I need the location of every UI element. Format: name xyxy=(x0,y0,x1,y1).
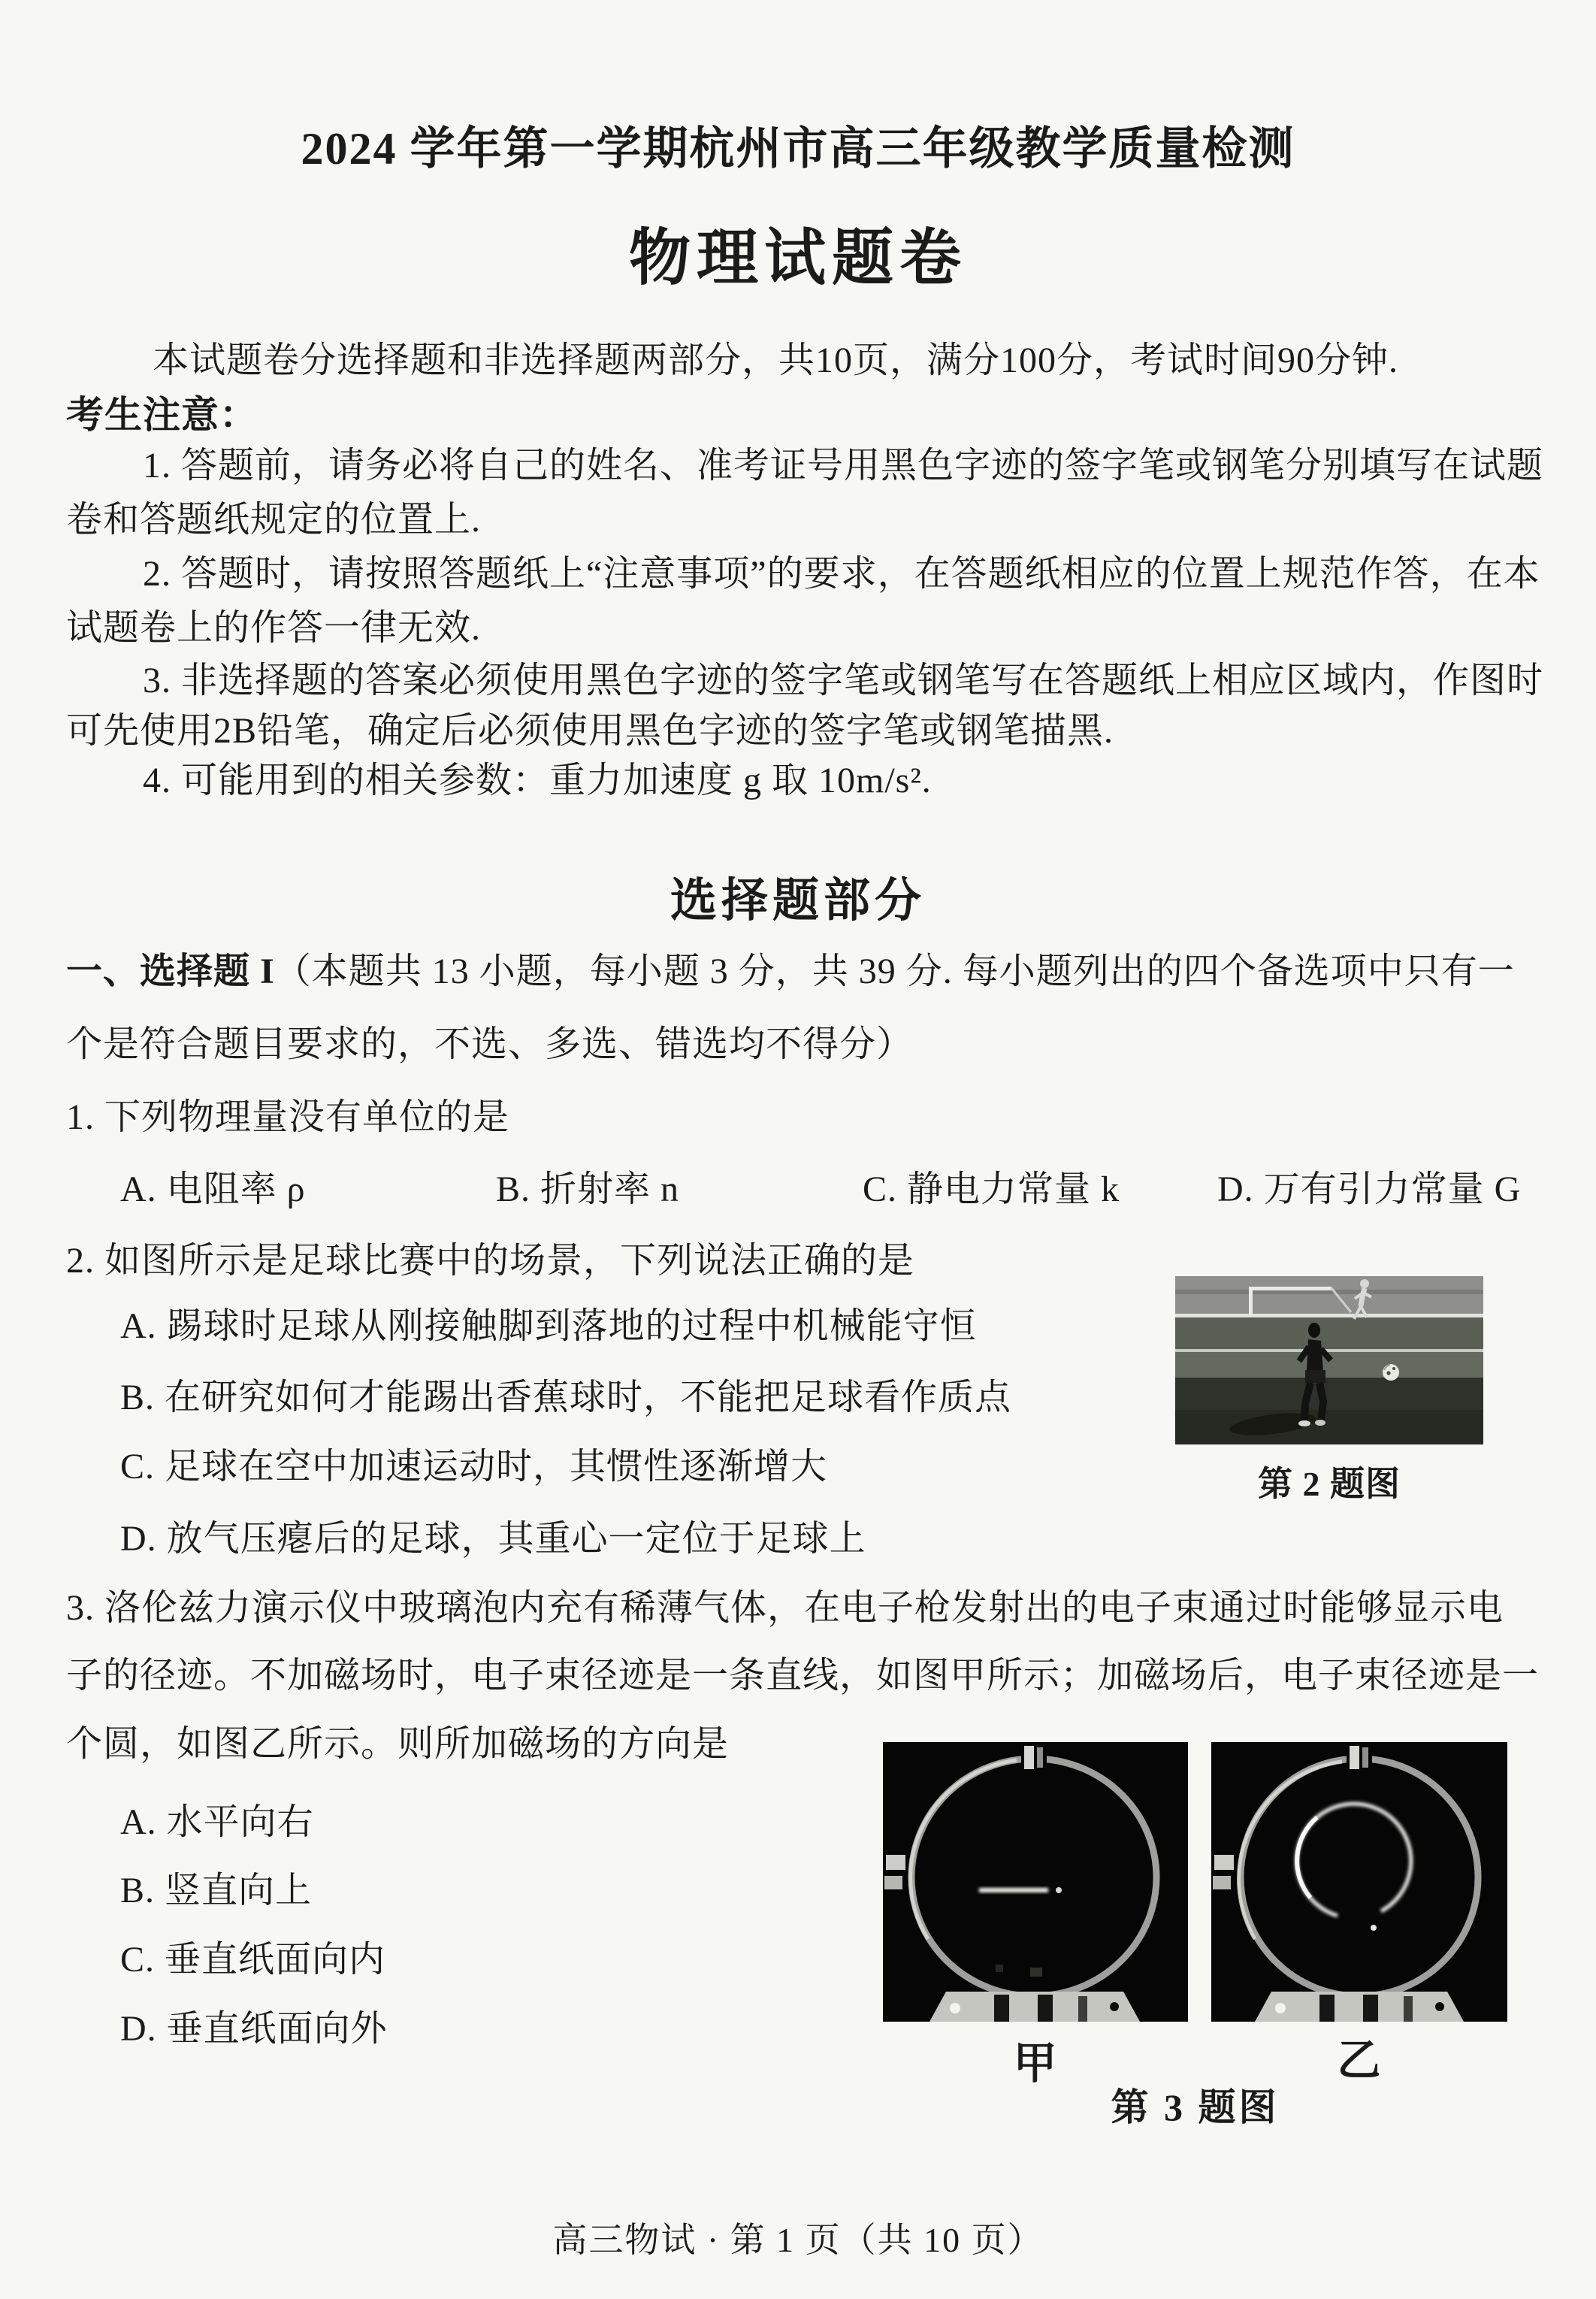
notice-1-line-2: 卷和答题纸规定的位置上. xyxy=(66,500,482,540)
question-2-option-d: D. 放气压瘪后的足球，其重心一定位于足球上 xyxy=(120,1519,866,1559)
section-description-bold: 一、选择题 I xyxy=(66,951,275,991)
question-2-option-b: B. 在研究如何才能踢出香蕉球时，不能把足球看作质点 xyxy=(120,1378,1012,1417)
notice-2-line-1: 2. 答题时，请按照答题纸上“注意事项”的要求，在答题纸相应的位置上规范作答，在本 xyxy=(143,554,1540,594)
question-3-stem-line-2: 子的径迹。不加磁场时，电子束径迹是一条直线，如图甲所示；加磁场后，电子束径迹是一 xyxy=(66,1656,1540,1696)
soccer-scene-photo xyxy=(1175,1276,1483,1444)
question-3-option-d: D. 垂直纸面向外 xyxy=(120,2009,388,2049)
notice-2-line-2: 试题卷上的作答一律无效. xyxy=(66,608,482,648)
paper-subject-title: 物理试题卷 xyxy=(628,224,967,292)
question-3-stem-line-1: 3. 洛伦兹力演示仪中玻璃泡内充有稀薄气体，在电子枪发射出的电子束通过时能够显示电 xyxy=(66,1588,1504,1628)
question-1-option-d: D. 万有引力常量 G xyxy=(1217,1169,1522,1209)
section-description-rest: （本题共 13 小题，每小题 3 分，共 39 分. 每小题列出的四个备选项中只有一 xyxy=(274,951,1515,991)
section-description-line-1 xyxy=(66,942,1515,994)
question-2-option-a: A. 踢球时足球从刚接触脚到落地的过程中机械能守恒 xyxy=(120,1306,977,1346)
question-1-option-b: B. 折射率 n xyxy=(496,1169,680,1209)
question-1-option-c: C. 静电力常量 k xyxy=(863,1169,1120,1209)
page-footer: 高三物试 · 第 1 页（共 10 页） xyxy=(552,2221,1044,2259)
notice-4: 4. 可能用到的相关参数：重力加速度 g 取 10m/s². xyxy=(143,761,932,800)
question-3-option-b: B. 竖直向上 xyxy=(120,1871,313,1910)
intro-paragraph: 本试题卷分选择题和非选择题两部分，共10页，满分100分，考试时间90分钟. xyxy=(153,340,1399,380)
question-3-stem-line-3: 个圆，如图乙所示。则所加磁场的方向是 xyxy=(66,1724,730,1764)
question-3-option-c: C. 垂直纸面向内 xyxy=(120,1940,386,1980)
notice-1-line-1: 1. 答题前，请务必将自己的姓名、准考证号用黑色字迹的签字笔或钢笔分别填写在试题 xyxy=(143,446,1544,486)
question-1-stem: 1. 下列物理量没有单位的是 xyxy=(66,1097,510,1137)
notice-3-line-1: 3. 非选择题的答案必须使用黑色字迹的签字笔或钢笔写在答题纸上相应区域内，作图时 xyxy=(143,661,1544,700)
lorentz-demonstrator-photo-circular-beam xyxy=(1211,1742,1507,2022)
figure-label-yi: 乙 xyxy=(1337,2036,1382,2085)
notice-heading: 考生注意： xyxy=(66,394,258,436)
question-2-figure-caption: 第 2 题图 xyxy=(1258,1465,1401,1503)
section-description-line-2: 个是符合题目要求的，不选、多选、错选均不得分） xyxy=(66,1024,914,1064)
section-heading: 选择题部分 xyxy=(670,876,926,927)
question-1-option-a: A. 电阻率 ρ xyxy=(120,1169,306,1209)
question-2-stem: 2. 如图所示是足球比赛中的场景，下列说法正确的是 xyxy=(66,1241,915,1281)
exam-title: 2024 学年第一学期杭州市高三年级教学质量检测 xyxy=(301,124,1295,174)
question-3-figure-caption: 第 3 题图 xyxy=(1111,2086,1280,2128)
lorentz-demonstrator-photo-straight-beam xyxy=(883,1742,1188,2022)
question-3-option-a: A. 水平向右 xyxy=(120,1802,314,1842)
figure-label-jia: 甲 xyxy=(1013,2039,1058,2088)
question-2-option-c: C. 足球在空中加速运动时，其惯性逐渐增大 xyxy=(120,1447,828,1487)
notice-3-line-2: 可先使用2B铅笔，确定后必须使用黑色字迹的签字笔或钢笔描黑. xyxy=(66,711,1114,751)
